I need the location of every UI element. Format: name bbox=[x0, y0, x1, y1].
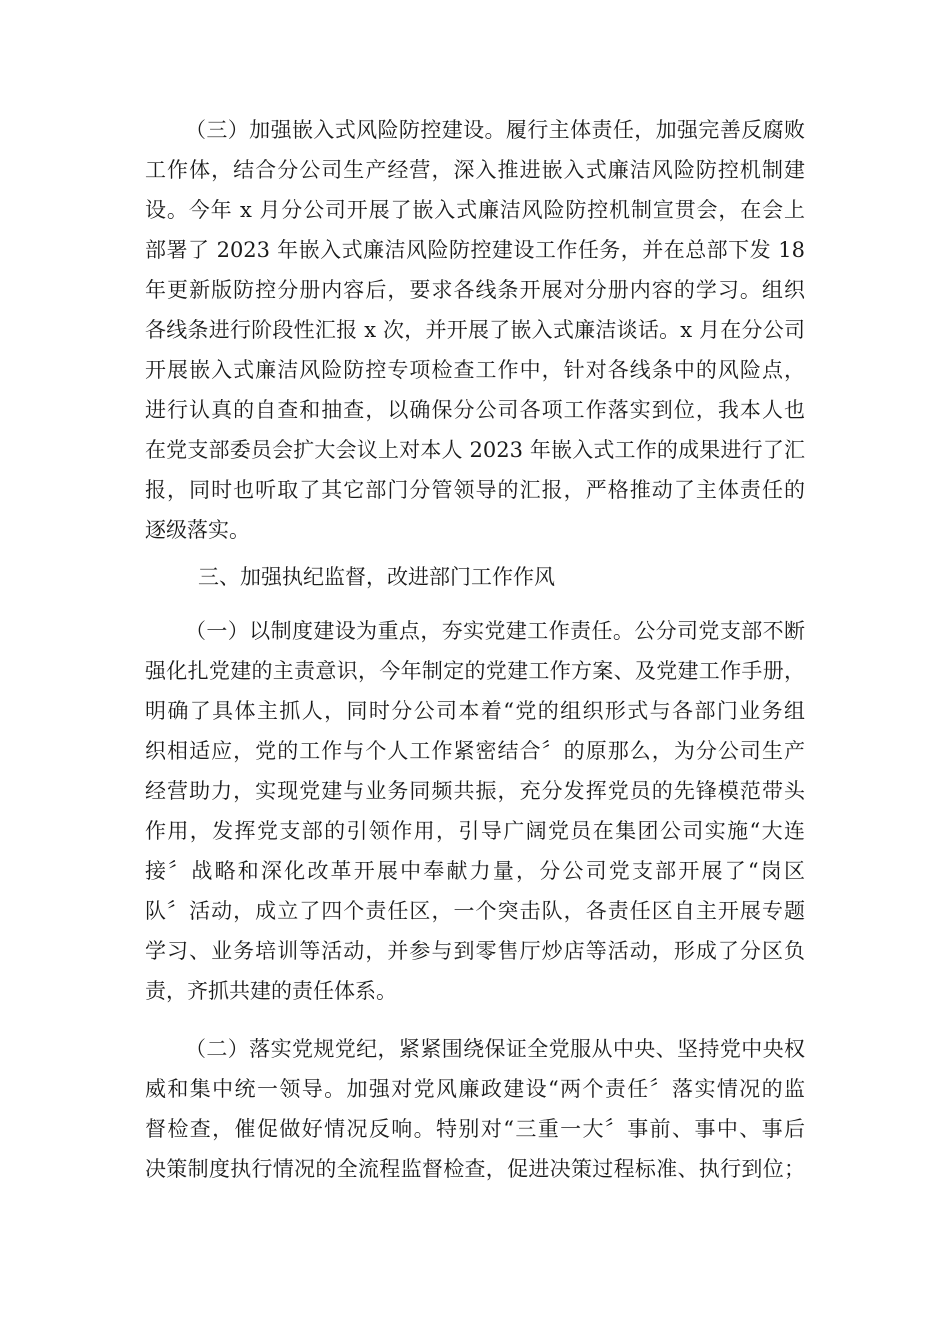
paragraph-line: 年更新版防控分册内容后，要求各线条开展对分册内容的学习。组织 bbox=[145, 278, 805, 302]
paragraph-line: 强化扎党建的主责意识，今年制定的党建工作方案、及党建工作手册， bbox=[145, 659, 805, 683]
paragraph-line: 开展嵌入式廉洁风险防控专项检查工作中，针对各线条中的风险点， bbox=[145, 358, 805, 382]
paragraph-line: 威和集中统一领导。加强对党风廉政建设“两个责任〞落实情况的监 bbox=[145, 1077, 805, 1101]
paragraph-line: 明确了具体主抓人，同时分公司本着“党的组织形式与各部门业务组 bbox=[145, 699, 805, 723]
paragraph-line: 责，齐抓共建的责任体系。 bbox=[145, 979, 397, 1003]
paragraph-line: （三）加强嵌入式风险防控建设。履行主体责任，加强完善反腐败 bbox=[185, 118, 805, 142]
paragraph-line: 逐级落实。 bbox=[145, 518, 250, 542]
paragraph-line: 报，同时也听取了其它部门分管领导的汇报，严格推动了主体责任的 bbox=[145, 478, 805, 502]
paragraph-line: 部署了 2023 年嵌入式廉洁风险防控建设工作任务，并在总部下发 18 bbox=[145, 238, 805, 262]
paragraph-line: 决策制度执行情况的全流程监督检查，促进决策过程标准、执行到位； bbox=[145, 1157, 805, 1181]
paragraph-line: （一）以制度建设为重点，夯实党建工作责任。公分司党支部不断 bbox=[185, 619, 805, 643]
paragraph-line: 作用，发挥党支部的引领作用，引导广阔党员在集团公司实施“大连 bbox=[145, 819, 805, 843]
paragraph-line: 各线条进行阶段性汇报 x 次，并开展了嵌入式廉洁谈话。x 月在分公司 bbox=[145, 318, 805, 342]
paragraph-line: 接〞战略和深化改革开展中奉献力量，分公司党支部开展了“岗区 bbox=[145, 859, 805, 883]
paragraph-line: 学习、业务培训等活动，并参与到零售厅炒店等活动，形成了分区负 bbox=[145, 939, 805, 963]
paragraph-line: 督检查，催促做好情况反响。特别对“三重一大〞事前、事中、事后 bbox=[145, 1117, 805, 1141]
section-heading: 三、加强执纪监督，改进部门工作作风 bbox=[198, 565, 555, 589]
paragraph-line: 在党支部委员会扩大会议上对本人 2023 年嵌入式工作的成果进行了汇 bbox=[145, 438, 805, 462]
paragraph-line: 进行认真的自查和抽查，以确保分公司各项工作落实到位，我本人也 bbox=[145, 398, 805, 422]
paragraph-line: 经营助力，实现党建与业务同频共振，充分发挥党员的先锋模范带头 bbox=[145, 779, 805, 803]
paragraph-line: （二）落实党规党纪，紧紧围绕保证全党服从中央、坚持党中央权 bbox=[185, 1037, 805, 1061]
paragraph-line: 织相适应，党的工作与个人工作紧密结合〞的原那么，为分公司生产 bbox=[145, 739, 805, 763]
paragraph-line: 设。今年 x 月分公司开展了嵌入式廉洁风险防控机制宣贯会，在会上 bbox=[145, 198, 805, 222]
paragraph-line: 队〞活动，成立了四个责任区，一个突击队，各责任区自主开展专题 bbox=[145, 899, 805, 923]
paragraph-line: 工作体，结合分公司生产经营，深入推进嵌入式廉洁风险防控机制建 bbox=[145, 158, 805, 182]
